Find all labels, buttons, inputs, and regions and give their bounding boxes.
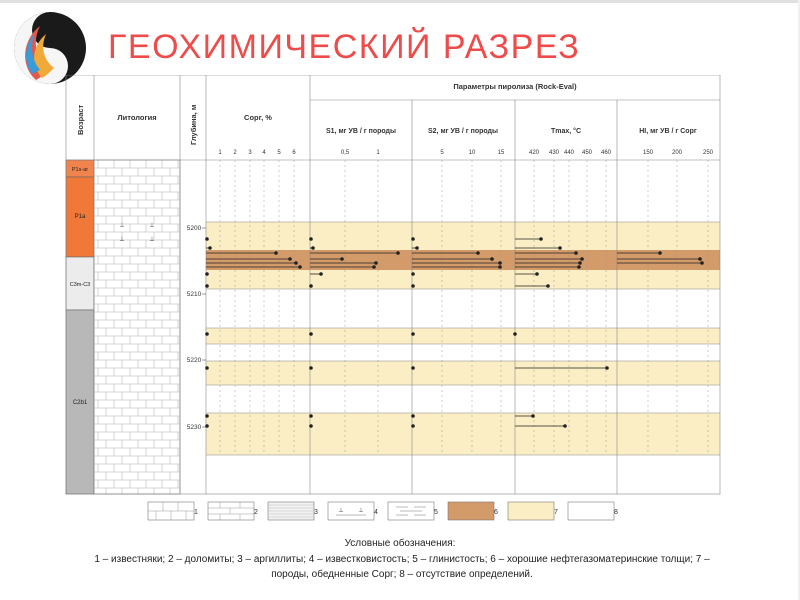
depth-label: 5210 [186,291,202,298]
calcareous-mark: ⊥ [119,237,125,243]
data-point [477,252,480,255]
header-s2: S2, мг УВ / г породы [428,128,498,135]
header-row [76,82,697,145]
tick-label: 4 [262,150,266,156]
data-point [416,247,419,250]
tick-label: 5 [440,150,444,156]
data-point [206,285,209,288]
age-label: P1a [74,214,86,220]
data-point [606,367,609,370]
data-point [295,262,298,265]
calcareous-symbol: ⊥ [358,508,364,514]
data-point [540,238,543,241]
header-age: Возраст [76,104,85,135]
age-label: P1s-ar [71,167,89,173]
tick-label: 420 [528,150,540,156]
depleted-zone [206,328,720,344]
data-point [206,273,209,276]
data-point [341,258,344,261]
data-point [578,266,581,269]
depth-label: 5220 [186,357,202,364]
header-corg: Сорг, % [244,113,272,122]
data-point [310,238,313,241]
tick-label: 440 [563,150,575,156]
data-point [412,367,415,370]
tick-label: 6 [292,150,296,156]
data-point [536,273,539,276]
data-point [491,258,494,261]
header-depth: Глубина, м [189,104,198,145]
data-point [412,273,415,276]
tick-label: 460 [600,150,612,156]
data-point [206,238,209,241]
data-point [373,266,376,269]
slide-title: ГЕОХИМИЧЕСКИЙ РАЗРЕЗ [108,28,581,66]
legend-number: 7 [554,509,558,516]
calcareous-mark: ⊥ [149,223,155,229]
limestone-pattern [94,160,180,494]
data-point [310,415,313,418]
legend-number: 3 [314,509,318,516]
geochemical-section [60,75,760,535]
tick-label: 3 [248,150,252,156]
data-point [206,333,209,336]
legend-number: 2 [254,509,258,516]
legend-swatch-dolomite [208,502,254,520]
data-point [312,247,315,250]
data-point [412,415,415,418]
tick-label: 450 [581,150,593,156]
calcareous-symbol: ⊥ [338,508,344,514]
header-hi: HI, мг УВ / г Сорг [639,128,697,135]
data-point [547,285,550,288]
header-s1: S1, мг УВ / г породы [326,128,396,135]
legend-number: 6 [494,509,498,516]
depth-column [187,225,206,431]
depleted-zone [206,413,720,455]
legend-line-1: 1 – известняки; 2 – доломиты; 3 – аргиллиты; 4 – известковистость; 5 – глинистость; 6 – хорошие нефтегазоматеринские толщи; 7 – [94,554,710,565]
legend-number: 1 [194,509,198,516]
data-point [564,425,567,428]
data-point [499,266,502,269]
legend-swatch-no-data [568,502,614,520]
scale-gridlines [220,160,708,455]
tick-label: 150 [642,150,654,156]
legend-swatch-depleted [508,502,554,520]
calcareous-mark: ⊥ [149,237,155,243]
top-border [0,0,800,3]
data-point [699,258,702,261]
data-point [701,262,704,265]
legend-description [14,552,790,582]
legend-swatch-good-source [448,502,494,520]
header-lithology: Литология [117,113,157,122]
data-point [206,367,209,370]
age-column [66,160,94,494]
data-point [559,247,562,250]
tick-label: 200 [671,150,683,156]
data-point [375,262,378,265]
tick-label: 10 [468,150,476,156]
tick-label: 1 [376,150,380,156]
data-point [289,258,292,261]
legend-title: Условные обозначения: [344,538,456,549]
legend-swatch-calcareous [328,502,374,520]
header-pyrolysis: Параметры пиролиза (Rock-Eval) [453,82,577,91]
tick-label: 0,5 [340,150,350,156]
data-point [532,415,535,418]
data-point [310,285,313,288]
tick-label: 250 [702,150,714,156]
age-label: C3m-C3 [69,282,91,288]
data-point [206,425,209,428]
depth-label: 5200 [186,225,202,232]
data-point [310,425,313,428]
data-point [412,285,415,288]
data-point [412,333,415,336]
scale-ticks [218,150,713,156]
data-point [514,333,517,336]
legend-row [148,502,618,520]
data-point [412,238,415,241]
depth-label: 5230 [186,424,202,431]
legend-number: 4 [374,509,378,516]
data-point [659,252,662,255]
tick-label: 15 [497,150,505,156]
calcareous-mark: ⊥ [119,223,125,229]
data-point [397,252,400,255]
legend-number: 5 [434,509,438,516]
depleted-zone [206,361,720,385]
tick-label: 430 [548,150,560,156]
lithology-column [94,160,180,494]
data-point [275,252,278,255]
age-label: C2b1 [72,400,88,406]
fill-layer [206,222,720,455]
legend-line-2: породы, обедненные Сорг; 8 – отсутствие определений. [271,569,533,580]
tick-label: 2 [233,150,237,156]
data-point [299,266,302,269]
tick-label: 1 [218,150,222,156]
data-point [310,367,313,370]
data-point [581,258,584,261]
data-point [499,262,502,265]
data-point [209,247,212,250]
data-point [310,333,313,336]
header-tmax: Tmax, °C [550,128,582,135]
data-point [206,415,209,418]
tick-label: 5 [277,150,281,156]
data-point [579,262,582,265]
data-point [412,425,415,428]
legend-number: 8 [614,509,618,516]
data-point [575,252,578,255]
data-point [320,273,323,276]
